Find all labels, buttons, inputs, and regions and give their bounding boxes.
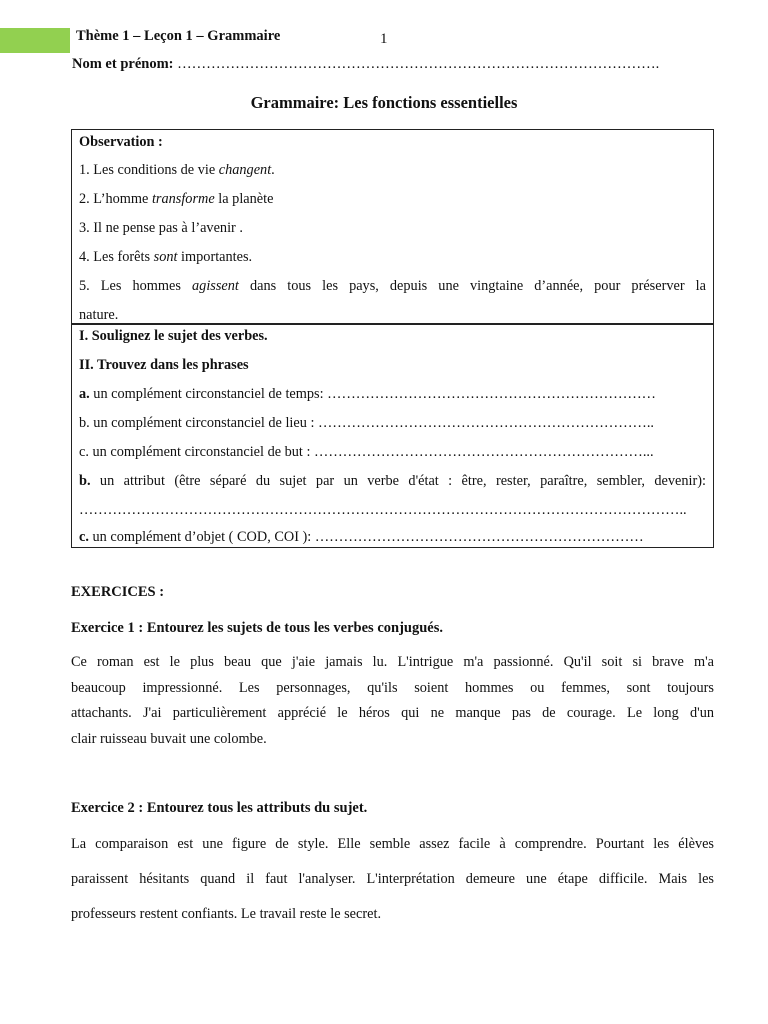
item-b-attribut: b. un attribut (être séparé du sujet par un verbe d'état : être, rester, paraître, sembler, devenir):: [79, 473, 706, 489]
page-title: Grammaire: Les fonctions essentielles: [250, 93, 518, 112]
exercise-2-text: [71, 827, 714, 932]
item-c-objet: c. un complément d’objet ( COD, COI ): ……………………………………………………………: [79, 529, 644, 545]
verb-changent: changent: [218, 162, 272, 178]
questions-box: [71, 324, 714, 548]
exercise-1-title: Exercice 1 : Entourez les sujets de tous les verbes conjugués.: [71, 620, 443, 636]
observation-box: [71, 129, 714, 324]
exercise-2-title: Exercice 2 : Entourez tous les attributs du sujet.: [71, 800, 368, 816]
sentence-4: 4. Les forêts sont importantes.: [79, 249, 253, 265]
sentence-3: 3. Il ne pense pas à l’avenir .: [79, 220, 243, 236]
item-b-lieu: b. un complément circonstanciel de lieu : ……………………………………………………………..: [79, 415, 654, 431]
item-c-but: c. un complément circonstanciel de but : ……………………………………………………………...: [79, 444, 654, 460]
header-accent-tab: [0, 28, 70, 53]
ex2-line: professeurs restent confiants. Le travail reste le secret.: [71, 906, 382, 922]
verb-transforme: transforme: [151, 191, 215, 207]
verb-sont: sont: [153, 249, 178, 265]
ex2-line: La comparaison est une figure de style. Elle semble assez facile à comprendre. Pourtant les élèves: [71, 836, 714, 852]
observation-heading: Observation :: [79, 134, 163, 150]
name-label: Nom et prénom:: [72, 56, 174, 72]
question-1: I. Soulignez le sujet des verbes.: [79, 328, 268, 344]
ex2-line: paraissent hésitants quand il faut l'analyser. L'interprétation demeure une étape difficile. Mais les: [71, 871, 714, 887]
ex1-line: attachants. J'ai particulièrement apprécié le héros qui ne manque pas de courage. Le long d'un: [71, 705, 714, 721]
name-dots: ……………………………………………………………………………………….: [173, 56, 660, 72]
lesson-title: Thème 1 – Leçon 1 – Grammaire: [76, 28, 281, 44]
answer-dots-line: ………………………………………………………………………………………………………………..: [79, 502, 687, 518]
name-field: [72, 56, 659, 73]
sentence-1: 1. Les conditions de vie changent.: [79, 162, 275, 178]
question-2: II. Trouvez dans les phrases: [79, 357, 249, 373]
exercise-1-text: [71, 650, 714, 752]
ex1-line: Ce roman est le plus beau que j'aie jamais lu. L'intrigue m'a passionné. Qu'il soit si brave m'a: [71, 654, 714, 670]
sentence-5-end: nature.: [79, 307, 119, 323]
ex1-line: clair ruisseau buvait une colombe.: [71, 730, 267, 747]
sentence-5: 5. Les hommes agissent dans tous les pays, depuis une vingtaine d’année, pour préserver la: [79, 278, 706, 294]
ex1-line: beaucoup impressionné. Les personnages, qu'ils soient hommes ou femmes, sont toujours: [71, 679, 714, 696]
sentence-2: 2. L’homme transforme la planète: [79, 191, 274, 207]
exercises-heading: EXERCICES :: [71, 584, 165, 600]
item-a-temps: a. un complément circonstanciel de temps: ……………………………………………………………: [79, 386, 656, 402]
page-number: 1: [380, 31, 388, 47]
verb-agissent: agissent: [192, 278, 239, 294]
